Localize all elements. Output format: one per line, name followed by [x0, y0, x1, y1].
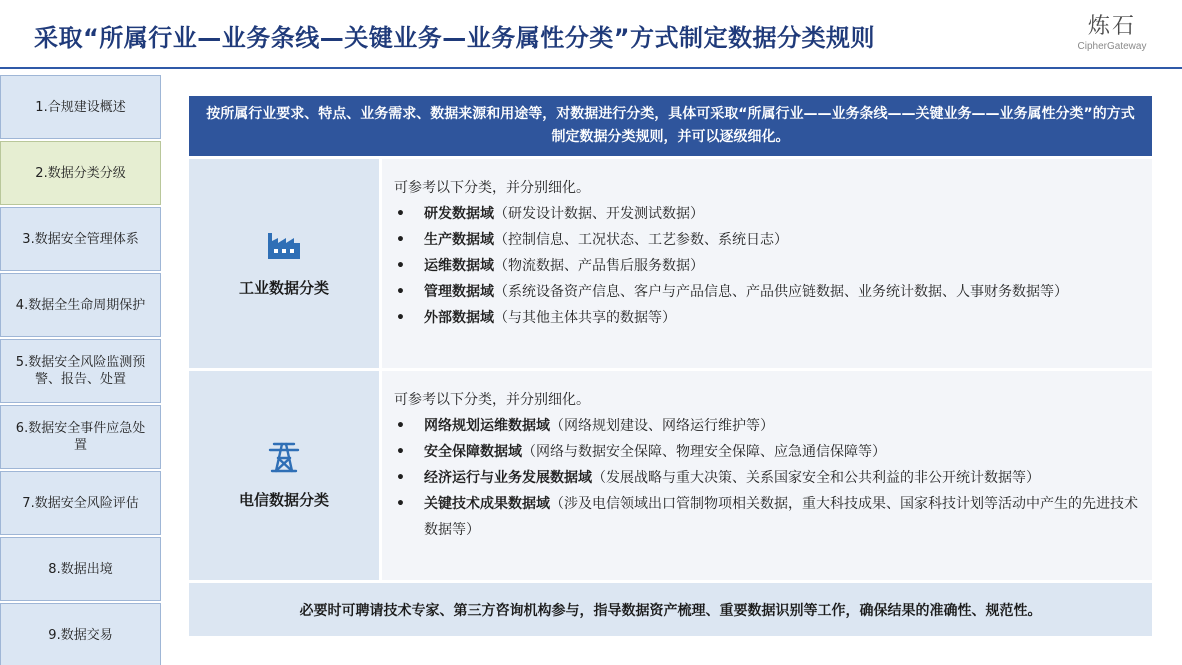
sidebar-item-label: 1.合规建设概述: [35, 99, 126, 115]
sidebar-nav: [0, 75, 162, 665]
domain-desc: （网络规划建设、网络运行维护等）: [550, 418, 774, 434]
domain-list: [394, 201, 1138, 331]
sidebar-item-risk-monitoring[interactable]: [0, 339, 161, 403]
domain-list: [394, 413, 1138, 543]
header-divider: [0, 67, 1182, 69]
sidebar-item-incident-response[interactable]: [0, 405, 161, 469]
category-detail-cell: [382, 371, 1152, 580]
sidebar-item-label: 6.数据安全事件应急处置: [15, 421, 146, 453]
domain-desc: （网络与数据安全保障、物理安全保障、应急通信保障等）: [522, 444, 886, 460]
category-lead: 可参考以下分类，并分别细化。: [394, 180, 590, 196]
footer-note: [189, 583, 1152, 636]
transmission-tower-icon: [266, 441, 302, 473]
telecom-classification-row: [189, 371, 1152, 580]
footer-note-text: 必要时可聘请技术专家、第三方咨询机构参与，指导数据资产梳理、重要数据识别等工作，确保结果的准确性、规范性。: [299, 602, 1042, 619]
domain-desc: （控制信息、工况状态、工艺参数、系统日志）: [494, 232, 788, 248]
sidebar-item-label: 5.数据安全风险监测预警、报告、处置: [15, 355, 146, 387]
list-item: [394, 253, 1138, 279]
domain-name: 管理数据域: [424, 284, 494, 300]
list-item: [394, 465, 1138, 491]
domain-desc: （发展战略与重大决策、关系国家安全和公共利益的非公开统计数据等）: [592, 470, 1040, 486]
domain-desc: （物流数据、产品售后服务数据）: [494, 258, 704, 274]
intro-banner: 按所属行业要求、特点、业务需求、数据来源和用途等，对数据进行分类，具体可采取“所属行业——业务条线——关键业务——业务属性分类”的方式制定数据分类规则，并可以逐级细化。: [189, 96, 1152, 156]
logo: [1066, 14, 1158, 60]
factory-icon: [266, 229, 302, 261]
list-item: [394, 491, 1138, 543]
sidebar-item-label: 3.数据安全管理体系: [22, 231, 139, 247]
sidebar-item-data-classification[interactable]: [0, 141, 161, 205]
sidebar-item-compliance-overview[interactable]: [0, 75, 161, 139]
sidebar-item-label: 7.数据安全风险评估: [22, 495, 139, 511]
sidebar-item-label: 9.数据交易: [48, 627, 113, 643]
sidebar-item-label: 8.数据出境: [48, 561, 113, 577]
category-lead: 可参考以下分类，并分别细化。: [394, 392, 590, 408]
logo-subtext: CipherGateway: [1077, 41, 1147, 52]
domain-desc: （系统设备资产信息、客户与产品信息、产品供应链数据、业务统计数据、人事财务数据等）: [494, 284, 1068, 300]
logo-text: 炼石: [1087, 14, 1136, 39]
list-item: [394, 305, 1138, 331]
domain-name: 网络规划运维数据域: [424, 418, 550, 434]
industrial-classification-row: [189, 159, 1152, 368]
sidebar-item-label: 2.数据分类分级: [35, 165, 126, 181]
list-item: [394, 439, 1138, 465]
list-item: [394, 413, 1138, 439]
category-title: 工业数据分类: [238, 279, 329, 297]
list-item: [394, 227, 1138, 253]
domain-desc: （研发设计数据、开发测试数据）: [494, 206, 704, 222]
list-item: [394, 201, 1138, 227]
sidebar-item-risk-assessment[interactable]: [0, 471, 161, 535]
domain-desc: （涉及电信领域出口管制物项相关数据，重大科技成果、国家科技计划等活动中产生的先进技术数据等）: [424, 496, 1138, 538]
category-title: 电信数据分类: [238, 491, 329, 509]
sidebar-item-label: 4.数据全生命周期保护: [15, 297, 146, 313]
sidebar-item-data-trading[interactable]: [0, 603, 161, 665]
domain-name: 研发数据域: [424, 206, 494, 222]
list-item: [394, 279, 1138, 305]
domain-name: 安全保障数据域: [424, 444, 522, 460]
domain-name: 经济运行与业务发展数据域: [424, 470, 592, 486]
domain-name: 运维数据域: [424, 258, 494, 274]
domain-name: 外部数据域: [424, 310, 494, 326]
sidebar-item-security-management[interactable]: [0, 207, 161, 271]
domain-desc: （与其他主体共享的数据等）: [494, 310, 676, 326]
category-label-cell: [189, 159, 379, 368]
sidebar-item-lifecycle-protection[interactable]: [0, 273, 161, 337]
domain-name: 生产数据域: [424, 232, 494, 248]
category-label-cell: [189, 371, 379, 580]
sidebar-item-cross-border[interactable]: [0, 537, 161, 601]
category-detail-cell: [382, 159, 1152, 368]
domain-name: 关键技术成果数据域: [424, 496, 550, 512]
page-title: 采取“所属行业—业务条线—关键业务—业务属性分类”方式制定数据分类规则: [34, 24, 876, 52]
